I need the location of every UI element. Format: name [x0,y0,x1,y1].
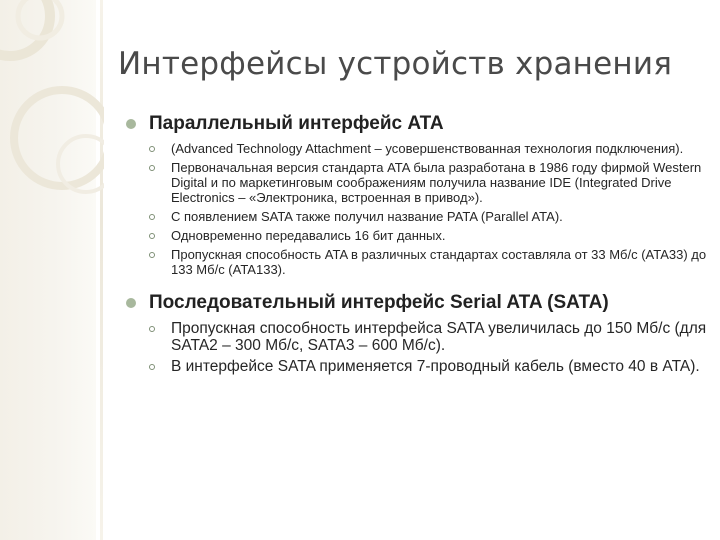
list-item: С появлением SATA также получил название PATA (Parallel ATA). [145,209,716,224]
section-heading: Параллельный интерфейс ATA [149,113,444,134]
ring-bullet-icon [149,233,155,239]
ring-bullet-icon [149,146,155,152]
slide-content [126,112,716,389]
section-heading: Последовательный интерфейс Serial ATA (SATA) [149,292,609,313]
ring-bullet-icon [149,252,155,258]
list-item: Первоначальная версия стандарта ATA была разработана в 1986 году фирмой Western Digital и по маркетинговым соображениям получила название IDE (Integrated Drive Electronics – «Электроника, встроенная в привод»). [145,160,716,205]
decorative-circles-icon [0,0,104,240]
list-item: Пропускная способность ATA в различных стандартах составляла от 33 Мб/с (ATA33) до 133 Мб/с (ATA133). [145,247,716,277]
section-serial-ata [126,291,716,314]
list-item: Пропускная способность интерфейса SATA увеличилась до 150 Мб/с (для SATA2 – 300 Мб/с, SATA3 – 600 Мб/с). [145,320,716,354]
ring-bullet-icon [149,326,155,332]
section-parallel-ata [126,112,716,135]
bullet-dot-icon [126,119,136,129]
sub-list-serial-ata [126,320,716,375]
ring-bullet-icon [149,214,155,220]
list-item: Одновременно передавались 16 бит данных. [145,228,716,243]
ring-bullet-icon [149,165,155,171]
ring-bullet-icon [149,364,155,370]
bullet-dot-icon [126,298,136,308]
list-item: В интерфейсе SATA применяется 7-проводный кабель (вместо 40 в ATA). [145,358,716,375]
sub-list-parallel-ata [126,141,716,277]
slide-title: Интерфейсы устройств хранения [118,46,673,82]
list-item: (Advanced Technology Attachment – усовершенствованная технология подключения). [145,141,716,156]
